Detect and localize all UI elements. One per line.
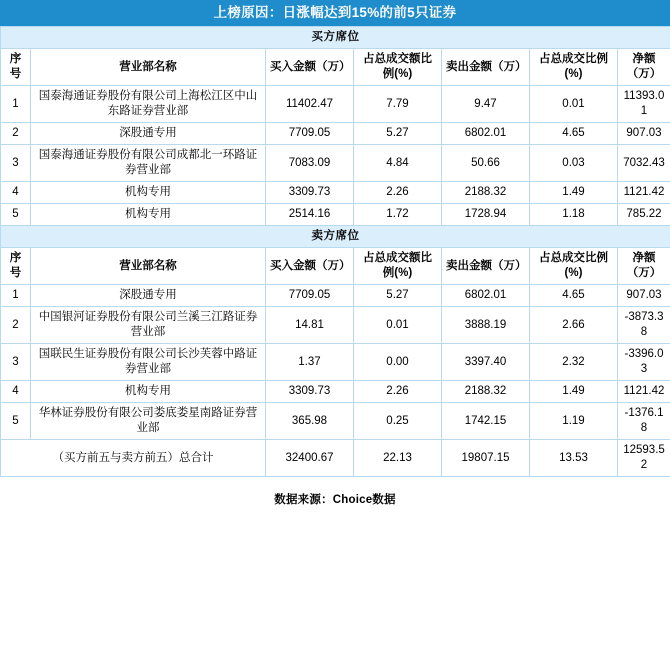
col-net: 净额（万）	[618, 49, 670, 86]
row-sell-amount: 2188.32	[442, 182, 530, 204]
row-sell-amount: 1728.94	[442, 204, 530, 226]
buy-side-section-header	[1, 27, 670, 49]
table-row	[1, 344, 670, 381]
col-sell-pct: 占总成交比例(%)	[530, 49, 618, 86]
row-buy-amount: 7709.05	[266, 123, 354, 145]
table-row	[1, 403, 670, 440]
row-branch-name: 国联民生证券股份有限公司长沙芙蓉中路证券营业部	[31, 344, 266, 381]
row-sell-amount: 50.66	[442, 145, 530, 182]
row-sell-amount: 1742.15	[442, 403, 530, 440]
row-sell-amount: 3397.40	[442, 344, 530, 381]
row-sell-pct: 2.66	[530, 307, 618, 344]
table-row	[1, 145, 670, 182]
row-sell-pct: 4.65	[530, 285, 618, 307]
col-net: 净额（万）	[618, 248, 670, 285]
total-net: 12593.52	[618, 440, 670, 477]
col-sell-amount: 卖出金额（万）	[442, 49, 530, 86]
page-title: 上榜原因：日涨幅达到15%的前5只证券	[0, 0, 670, 26]
row-branch-name: 机构专用	[31, 204, 266, 226]
col-buy-pct: 占总成交额比例(%)	[354, 49, 442, 86]
sell-side-label: 卖方席位	[1, 226, 670, 248]
buy-side-table	[0, 26, 670, 477]
row-index: 1	[1, 285, 31, 307]
row-buy-amount: 7709.05	[266, 285, 354, 307]
row-index: 1	[1, 86, 31, 123]
row-sell-pct: 4.65	[530, 123, 618, 145]
row-net: 1121.42	[618, 182, 670, 204]
row-buy-amount: 14.81	[266, 307, 354, 344]
data-source-note: 数据来源：Choice数据	[274, 494, 396, 506]
row-sell-amount: 6802.01	[442, 285, 530, 307]
row-net: 785.22	[618, 204, 670, 226]
row-buy-pct: 2.26	[354, 182, 442, 204]
table-row	[1, 182, 670, 204]
total-label: （买方前五与卖方前五）总合计	[1, 440, 266, 477]
table-row	[1, 307, 670, 344]
row-buy-pct: 0.01	[354, 307, 442, 344]
row-sell-amount: 3888.19	[442, 307, 530, 344]
total-buy-pct: 22.13	[354, 440, 442, 477]
row-sell-amount: 2188.32	[442, 381, 530, 403]
sell-side-column-header	[1, 248, 670, 285]
row-buy-pct: 5.27	[354, 123, 442, 145]
col-buy-pct: 占总成交额比例(%)	[354, 248, 442, 285]
col-buy-amount: 买入金额（万）	[266, 49, 354, 86]
col-index: 序号	[1, 49, 31, 86]
total-sell-amount: 19807.15	[442, 440, 530, 477]
row-sell-pct: 2.32	[530, 344, 618, 381]
row-sell-amount: 9.47	[442, 86, 530, 123]
row-net: -3396.03	[618, 344, 670, 381]
table-row	[1, 381, 670, 403]
total-sell-pct: 13.53	[530, 440, 618, 477]
total-buy-amount: 32400.67	[266, 440, 354, 477]
row-sell-amount: 6802.01	[442, 123, 530, 145]
row-buy-amount: 365.98	[266, 403, 354, 440]
col-name: 营业部名称	[31, 49, 266, 86]
row-buy-pct: 0.00	[354, 344, 442, 381]
row-index: 4	[1, 381, 31, 403]
row-index: 3	[1, 344, 31, 381]
row-branch-name: 国泰海通证券股份有限公司成都北一环路证券营业部	[31, 145, 266, 182]
row-buy-amount: 3309.73	[266, 182, 354, 204]
row-net: 1121.42	[618, 381, 670, 403]
row-net: 907.03	[618, 123, 670, 145]
row-buy-pct: 0.25	[354, 403, 442, 440]
row-sell-pct: 1.49	[530, 381, 618, 403]
row-index: 5	[1, 204, 31, 226]
row-index: 2	[1, 307, 31, 344]
row-index: 5	[1, 403, 31, 440]
row-branch-name: 机构专用	[31, 381, 266, 403]
row-buy-pct: 5.27	[354, 285, 442, 307]
row-branch-name: 机构专用	[31, 182, 266, 204]
row-buy-amount: 1.37	[266, 344, 354, 381]
row-sell-pct: 0.03	[530, 145, 618, 182]
row-net: -3873.38	[618, 307, 670, 344]
row-buy-amount: 2514.16	[266, 204, 354, 226]
buy-side-column-header	[1, 49, 670, 86]
col-buy-amount: 买入金额（万）	[266, 248, 354, 285]
table-row	[1, 204, 670, 226]
col-sell-amount: 卖出金额（万）	[442, 248, 530, 285]
row-branch-name: 华林证券股份有限公司娄底娄星南路证券营业部	[31, 403, 266, 440]
table-row	[1, 123, 670, 145]
row-buy-pct: 2.26	[354, 381, 442, 403]
row-buy-amount: 11402.47	[266, 86, 354, 123]
row-net: 11393.01	[618, 86, 670, 123]
row-buy-pct: 1.72	[354, 204, 442, 226]
table-row	[1, 86, 670, 123]
row-branch-name: 深股通专用	[31, 123, 266, 145]
col-sell-pct: 占总成交比例(%)	[530, 248, 618, 285]
row-branch-name: 国泰海通证券股份有限公司上海松江区中山东路证券营业部	[31, 86, 266, 123]
col-name: 营业部名称	[31, 248, 266, 285]
total-row	[1, 440, 670, 477]
sell-side-section-header	[1, 226, 670, 248]
row-net: -1376.18	[618, 403, 670, 440]
row-index: 4	[1, 182, 31, 204]
row-net: 907.03	[618, 285, 670, 307]
buy-side-label: 买方席位	[1, 27, 670, 49]
row-branch-name: 深股通专用	[31, 285, 266, 307]
col-index: 序号	[1, 248, 31, 285]
row-buy-pct: 4.84	[354, 145, 442, 182]
row-sell-pct: 1.49	[530, 182, 618, 204]
row-buy-amount: 3309.73	[266, 381, 354, 403]
row-net: 7032.43	[618, 145, 670, 182]
row-index: 3	[1, 145, 31, 182]
row-branch-name: 中国银河证券股份有限公司兰溪三江路证券营业部	[31, 307, 266, 344]
row-sell-pct: 1.19	[530, 403, 618, 440]
row-index: 2	[1, 123, 31, 145]
row-sell-pct: 0.01	[530, 86, 618, 123]
row-buy-pct: 7.79	[354, 86, 442, 123]
row-buy-amount: 7083.09	[266, 145, 354, 182]
row-sell-pct: 1.18	[530, 204, 618, 226]
table-row	[1, 285, 670, 307]
